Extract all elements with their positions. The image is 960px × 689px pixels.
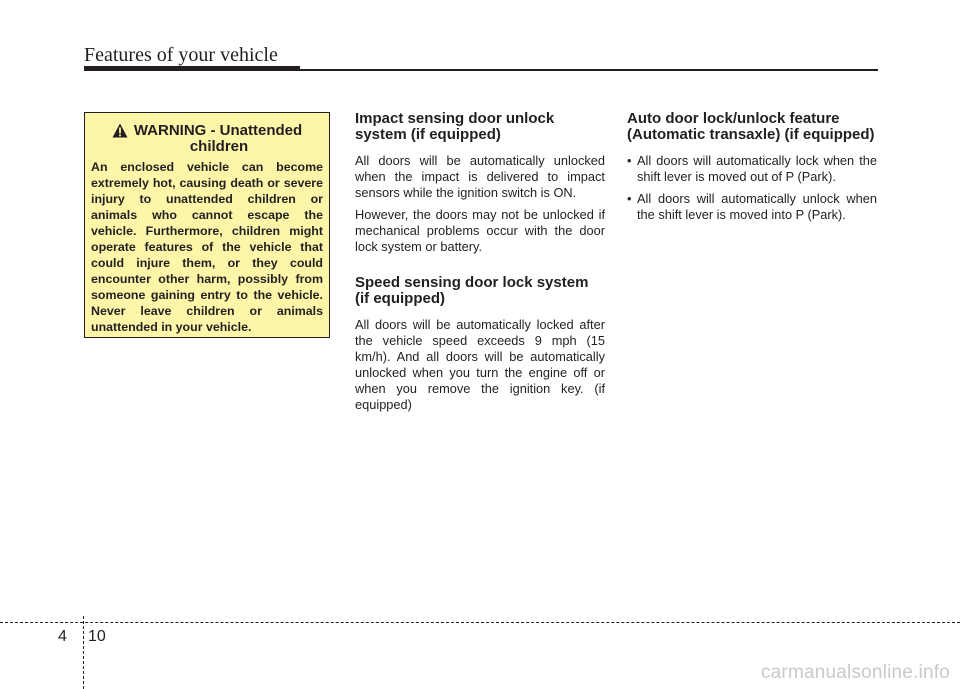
page-chapter-number: 4: [58, 628, 67, 645]
warning-label: WARNING: [133, 122, 207, 139]
right-column: [627, 111, 877, 229]
warning-subtitle-line2: children: [189, 138, 249, 155]
auto-bullet-list: [627, 153, 877, 223]
list-item: • All doors will automatically lock when the shift lever is moved out of P (Park).: [627, 153, 877, 185]
impact-paragraph-1: All doors will be automatically unlocked when the impact is delivered to impact sensors while the ignition switch is ON.: [355, 153, 605, 200]
watermark: carmanualsonline.info: [760, 662, 950, 683]
warning-heading: [91, 123, 323, 155]
warning-subtitle-line1: - Unattended: [210, 122, 303, 139]
section-spacer: [355, 261, 605, 275]
list-item: • All doors will automatically unlock when the shift lever is moved into P (Park).: [627, 191, 877, 223]
auto-section-title: Auto door lock/unlock feature (Automatic transaxle) (if equipped): [627, 110, 875, 143]
impact-section-title: Impact sensing door unlock system (if equipped): [355, 110, 555, 143]
warning-triangle-icon: [112, 123, 128, 138]
speed-section-title: Speed sensing door lock system (if equipped): [355, 274, 589, 307]
footer-vertical-rule: [83, 616, 84, 689]
warning-heading-text: [134, 123, 302, 155]
page-header-title: Features of your vehicle: [84, 44, 278, 66]
impact-paragraph-2: However, the doors may not be unlocked if mechanical problems occur with the door lock system or battery.: [355, 207, 605, 254]
middle-column: [355, 111, 605, 419]
header-rule-thin: [300, 69, 878, 71]
page-number: 10: [88, 628, 106, 645]
warning-box: [84, 112, 330, 338]
speed-paragraph-1: All doors will be automatically locked after the vehicle speed exceeds 9 mph (15 km/h). And all doors will be automatically unlocked when you turn the engine off or when you remove the ignition key. (if equipped): [355, 317, 605, 412]
header-rule-thick: [84, 66, 300, 71]
warning-body: An enclosed vehicle can become extremely hot, causing death or severe injury to unattended children or animals who cannot escape the vehicle. Furthermore, children might operate features of the vehicle that could injure them, or they could encounter other harm, possibly from someone gaining entry to the vehicle. Never leave children or animals unattended in your vehicle.: [91, 160, 323, 334]
footer-rule: [0, 622, 960, 623]
